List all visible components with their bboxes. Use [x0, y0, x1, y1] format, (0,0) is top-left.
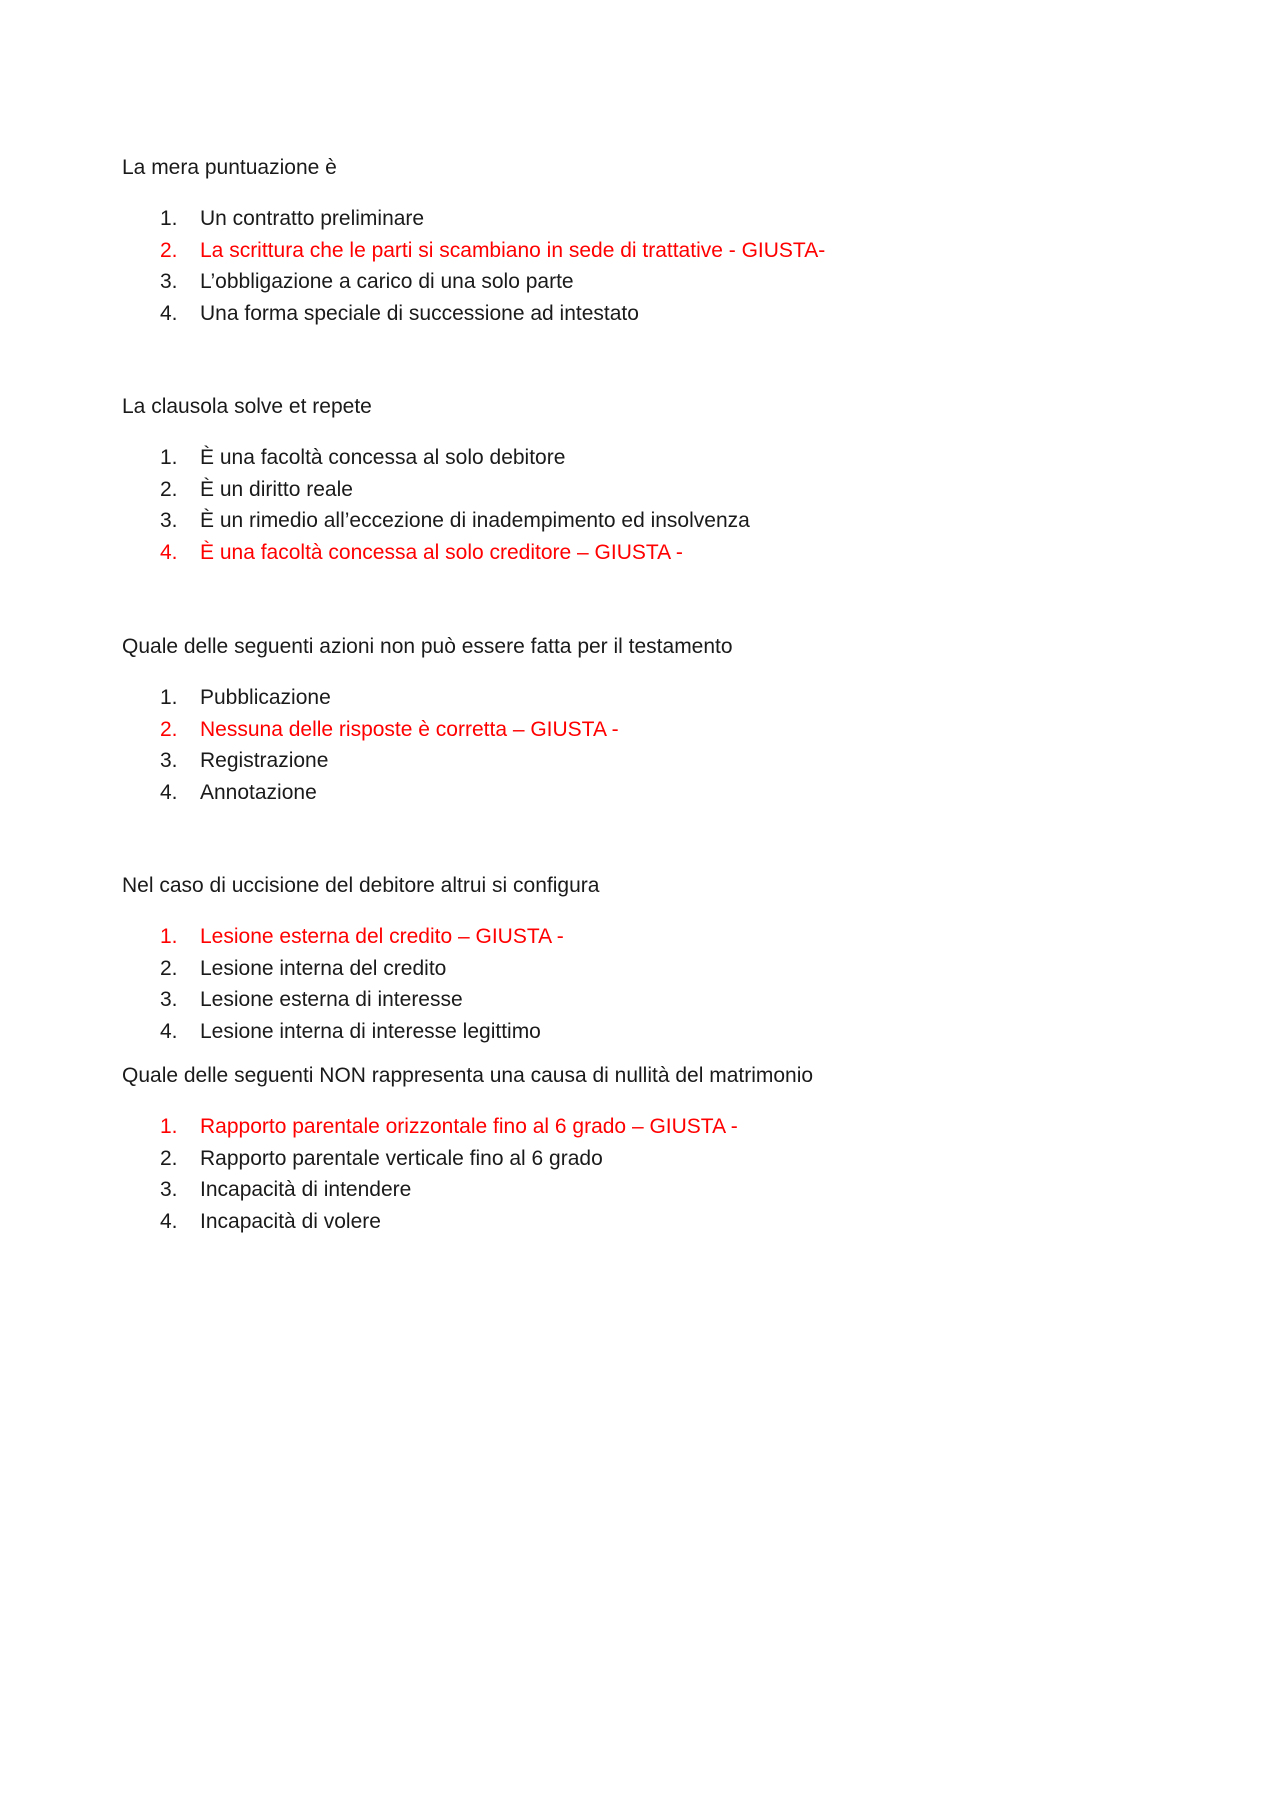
option-text: Pubblicazione [200, 686, 331, 709]
option-number: 1. [160, 207, 178, 230]
option-item [122, 266, 1122, 298]
option-number: 2. [160, 956, 178, 980]
option-text: È una facoltà concessa al solo creditore – GIUSTA - [200, 540, 683, 564]
option-number: 2. [160, 477, 178, 501]
options-list [122, 1111, 1122, 1237]
question-block [122, 1063, 1122, 1237]
option-item [122, 777, 1122, 809]
question-text: Quale delle seguenti NON rappresenta una causa di nullità del matrimonio [122, 1064, 814, 1087]
option-number: 1. [160, 686, 178, 709]
question-block [122, 394, 1122, 568]
option-text: Un contratto preliminare [200, 207, 425, 230]
option-item [122, 682, 1122, 714]
option-item [122, 505, 1122, 537]
option-text: Lesione esterna del credito – GIUSTA - [200, 925, 564, 948]
question-block [122, 155, 1122, 329]
question-block [122, 634, 1122, 808]
option-number: 2. [160, 238, 178, 262]
question-text: La clausola solve et repete [122, 395, 372, 418]
option-item [122, 298, 1122, 330]
option-item [122, 953, 1122, 985]
option-item [122, 1143, 1122, 1175]
option-item [122, 745, 1122, 777]
option-number: 1. [160, 925, 178, 948]
option-item [122, 442, 1122, 474]
option-text: Lesione esterna di interesse [200, 988, 463, 1011]
option-text: È una facoltà concessa al solo debitore [200, 446, 566, 469]
option-item [122, 984, 1122, 1016]
option-text: Registrazione [200, 749, 329, 772]
options-list [122, 921, 1122, 1047]
option-number: 3. [160, 1178, 178, 1201]
option-text: L’obbligazione a carico di una solo parte [200, 270, 574, 293]
options-list [122, 442, 1122, 568]
option-item-correct [122, 714, 1122, 746]
option-item [122, 203, 1122, 235]
option-text: Annotazione [200, 780, 317, 804]
option-number: 2. [160, 1146, 178, 1170]
options-list [122, 203, 1122, 329]
option-number: 3. [160, 988, 178, 1011]
option-number: 3. [160, 749, 178, 772]
option-item-correct [122, 921, 1122, 953]
option-item-correct [122, 1111, 1122, 1143]
option-number: 4. [160, 780, 178, 804]
option-number: 2. [160, 717, 178, 741]
option-number: 3. [160, 270, 178, 293]
option-text: È un rimedio all’eccezione di inadempimento ed insolvenza [200, 509, 750, 532]
option-text: È un diritto reale [200, 477, 353, 501]
option-item-correct [122, 235, 1122, 267]
option-text: Una forma speciale di successione ad intestato [200, 301, 639, 325]
question-text: Quale delle seguenti azioni non può essere fatta per il testamento [122, 635, 733, 658]
option-item [122, 1174, 1122, 1206]
option-text: Nessuna delle risposte è corretta – GIUSTA - [200, 717, 619, 741]
option-text: Lesione interna di interesse legittimo [200, 1019, 541, 1043]
question-block [122, 873, 1122, 1047]
option-text: Lesione interna del credito [200, 956, 447, 980]
question-text: Nel caso di uccisione del debitore altrui si configura [122, 874, 600, 897]
option-text: La scrittura che le parti si scambiano in sede di trattative - GIUSTA- [200, 238, 826, 262]
option-number: 4. [160, 540, 178, 564]
option-text: Incapacità di intendere [200, 1178, 412, 1201]
option-item [122, 1206, 1122, 1238]
option-text: Incapacità di volere [200, 1209, 381, 1233]
option-number: 1. [160, 446, 178, 469]
option-item [122, 474, 1122, 506]
option-number: 4. [160, 301, 178, 325]
option-item [122, 1016, 1122, 1048]
option-item-correct [122, 537, 1122, 569]
option-number: 1. [160, 1115, 178, 1138]
option-number: 4. [160, 1209, 178, 1233]
option-number: 4. [160, 1019, 178, 1043]
options-list [122, 682, 1122, 808]
question-text: La mera puntuazione è [122, 156, 337, 179]
option-text: Rapporto parentale verticale fino al 6 grado [200, 1146, 603, 1170]
option-text: Rapporto parentale orizzontale fino al 6 grado – GIUSTA - [200, 1115, 738, 1138]
option-number: 3. [160, 509, 178, 532]
